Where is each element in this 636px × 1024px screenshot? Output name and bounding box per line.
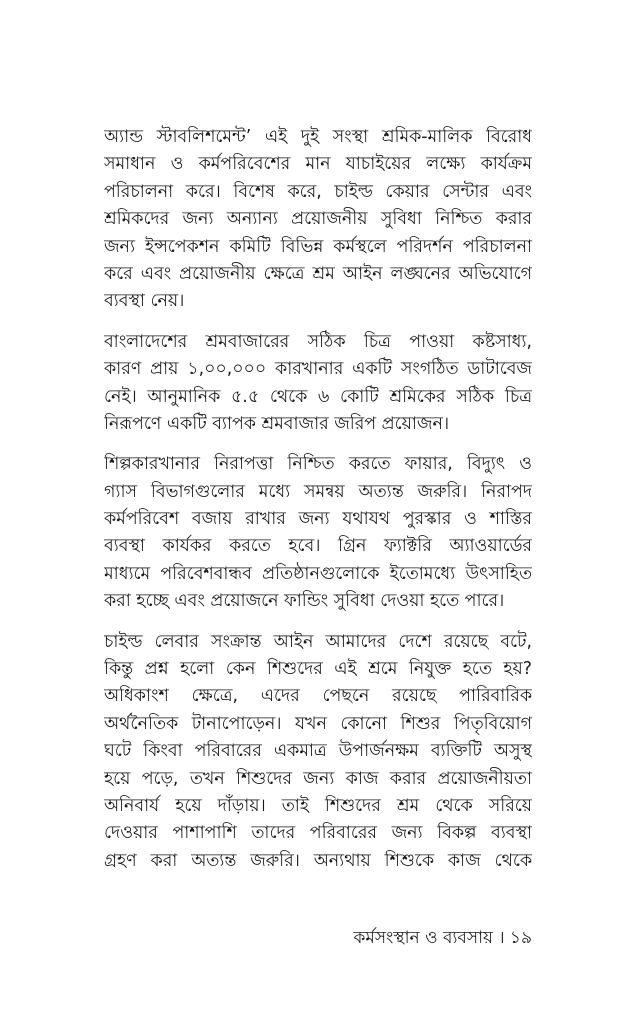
text-line: কর্মপরিবেশ বজায় রাখার জন্য যথাযথ পুরস্কার ও শাস্তির [104, 509, 532, 530]
text-line: কারণ প্রায় ১,০০,০০০ কারখানার একটি সংগঠিত ডাটাবেজ [104, 359, 532, 380]
text-line: মাধ্যমে পরিবেশবান্ধব প্রতিষ্ঠানগুলোকে ইতোমধ্যে উৎসাহিত [104, 563, 532, 584]
text-line: শ্রমিকদের জন্য অন্যান্য প্রয়োজনীয় সুবিধা নিশ্চিত করার [104, 209, 532, 230]
text-line: অর্থনৈতিক টানাপোড়েন। যখন কোনো শিশুর পিতৃবিয়োগ [104, 713, 532, 734]
text-line: ব্যবস্থা কার্যকর করতে হবে। গ্রিন ফ্যাক্টরি অ্যাওয়ার্ডের [104, 536, 532, 557]
text-line: দেওয়ার পাশাপাশি তাদের পরিবারের জন্য বিকল্প ব্যবস্থা [104, 823, 532, 844]
body-text [104, 124, 532, 888]
paragraph-1 [104, 124, 532, 316]
text-line: করে এবং প্রয়োজনীয় ক্ষেত্রে শ্রম আইন লঙ্ঘনের অভিযোগে [104, 263, 532, 284]
text-line: হয়ে পড়ে, তখন শিশুদের জন্য কাজ করার প্রয়োজনীয়তা [104, 768, 532, 789]
text-line: করা হচ্ছে এবং প্রয়োজনে ফান্ডিং সুবিধা দেওয়া হতে পারে। [104, 591, 505, 612]
text-line: শিল্পকারখানার নিরাপত্তা নিশ্চিত করতে ফায়ার, বিদ্যুৎ ও [104, 454, 532, 475]
text-line: ব্যবস্থা নেয়। [104, 291, 185, 312]
text-line: জন্য ইন্সপেকশন কমিটি বিভিন্ন কর্মস্থলে পরিদর্শন পরিচালনা [104, 236, 532, 257]
text-line: অধিকাংশ ক্ষেত্রে, এদের পেছনে রয়েছে পারিবারিক [104, 686, 532, 707]
text-line: ঘটে কিংবা পরিবারের একমাত্র উপার্জনক্ষম ব্যক্তিটি অসুস্থ [104, 741, 532, 762]
text-line: কিন্তু প্রশ্ন হলো কেন শিশুদের এই শ্রমে নিযুক্ত হতে হয়? [104, 659, 532, 680]
text-line: অ্যান্ড স্টাবলিশমেন্ট’ এই দুই সংস্থা শ্রমিক-মালিক বিরোধ [104, 127, 532, 147]
paragraph-4 [104, 629, 532, 876]
text-line: বাংলাদেশের শ্রমবাজারের সঠিক চিত্র পাওয়া কষ্টসাধ্য, [104, 331, 532, 352]
text-line: নেই। আনুমানিক ৫.৫ থেকে ৬ কোটি শ্রমিকের সঠিক চিত্র [104, 386, 532, 407]
paragraph-2 [104, 329, 532, 439]
running-footer: কর্মসংস্থান ও ব্যবসায় । ১৯ [353, 928, 532, 948]
text-line: অনিবার্য হয়ে দাঁড়ায়। তাই শিশুদের শ্রম থেকে সরিয়ে [104, 795, 532, 816]
text-line: গ্রহণ করা অত্যন্ত জরুরি। অন্যথায় শিশুকে কাজ থেকে [104, 850, 532, 871]
text-line: চাইল্ড লেবার সংক্রান্ত আইন আমাদের দেশে রয়েছে বটে, [104, 631, 532, 652]
text-line: গ্যাস বিভাগগুলোর মধ্যে সমন্বয় অত্যন্ত জরুরি। নিরাপদ [104, 481, 532, 502]
paragraph-3 [104, 451, 532, 615]
text-line: পরিচালনা করে। বিশেষ করে, চাইল্ড কেয়ার সেন্টার এবং [104, 181, 532, 202]
text-line: সমাধান ও কর্মপরিবেশের মান যাচাইয়ের লক্ষ্যে কার্যক্রম [104, 154, 532, 175]
text-line: নিরূপণে একটি ব্যাপক শ্রমবাজার জরিপ প্রয়োজন। [104, 413, 450, 434]
